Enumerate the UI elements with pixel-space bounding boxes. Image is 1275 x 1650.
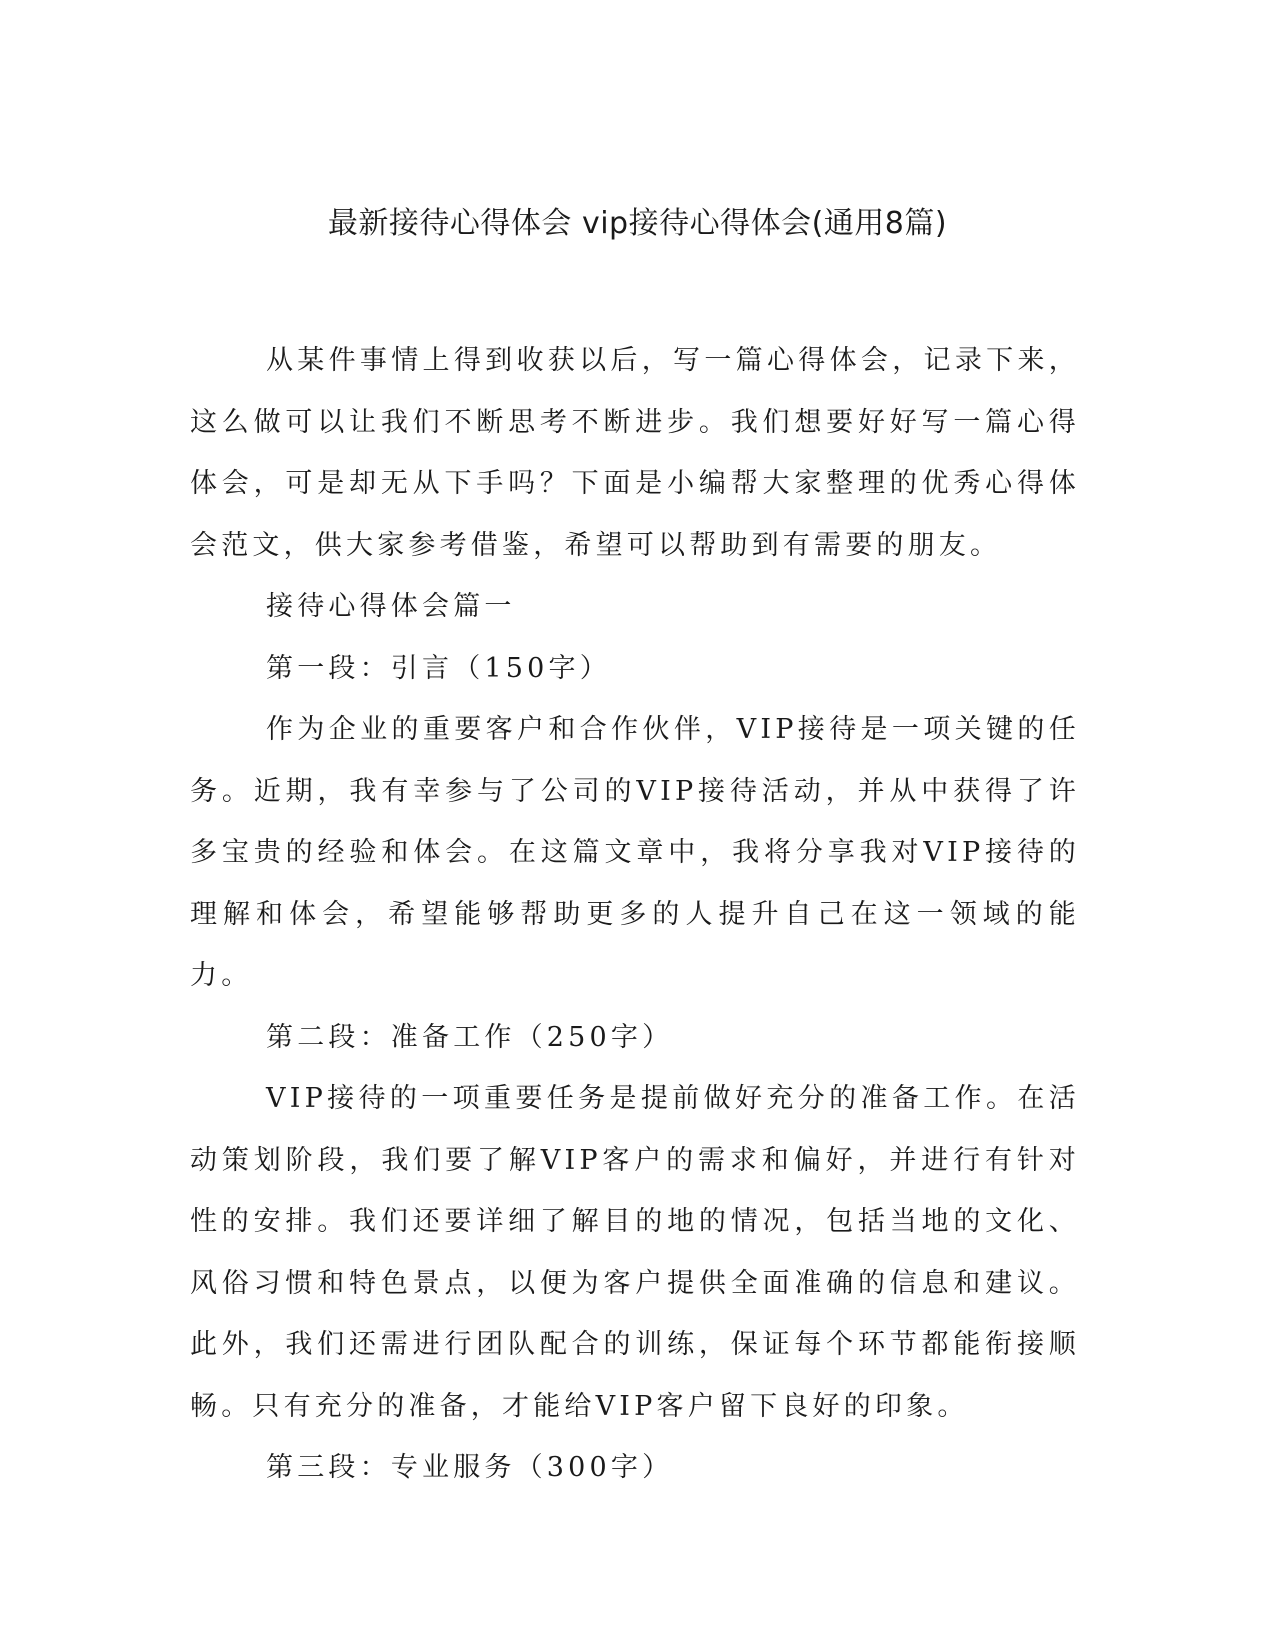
subsection-heading: 第一段：引言（150字）	[266, 652, 611, 684]
subsection-heading: 第二段：准备工作（250字）	[266, 1021, 674, 1053]
document-body	[190, 330, 1080, 1499]
body-paragraph: VIP接待的一项重要任务是提前做好充分的准备工作。在活动策划阶段，我们要了解VIP客户的需求和偏好，并进行有针对性的安排。我们还要详细了解目的地的情况，包括当地的文化、风俗习惯和特色景点，以便为客户提供全面准确的信息和建议。此外，我们还需进行团队配合的训练，保证每个环节都能衔接顺畅。只有充分的准备，才能给VIP客户留下良好的印象。	[190, 1083, 1080, 1422]
subsection-heading: 第三段：专业服务（300字）	[266, 1452, 674, 1483]
intro-paragraph: 从某件事情上得到收获以后，写一篇心得体会，记录下来，这么做可以让我们不断思考不断进步。我们想要好好写一篇心得体会，可是却无从下手吗？下面是小编帮大家整理的优秀心得体会范文，供大家参考借鉴，希望可以帮助到有需要的朋友。	[190, 345, 1080, 561]
body-paragraph: 作为企业的重要客户和合作伙伴，VIP接待是一项关键的任务。近期，我有幸参与了公司的VIP接待活动，并从中获得了许多宝贵的经验和体会。在这篇文章中，我将分享我对VIP接待的理解和体会，希望能够帮助更多的人提升自己在这一领域的能力。	[190, 714, 1080, 991]
document-title: 最新接待心得体会 vip接待心得体会(通用8篇)	[327, 206, 948, 241]
section-heading: 接待心得体会篇一	[266, 591, 516, 622]
